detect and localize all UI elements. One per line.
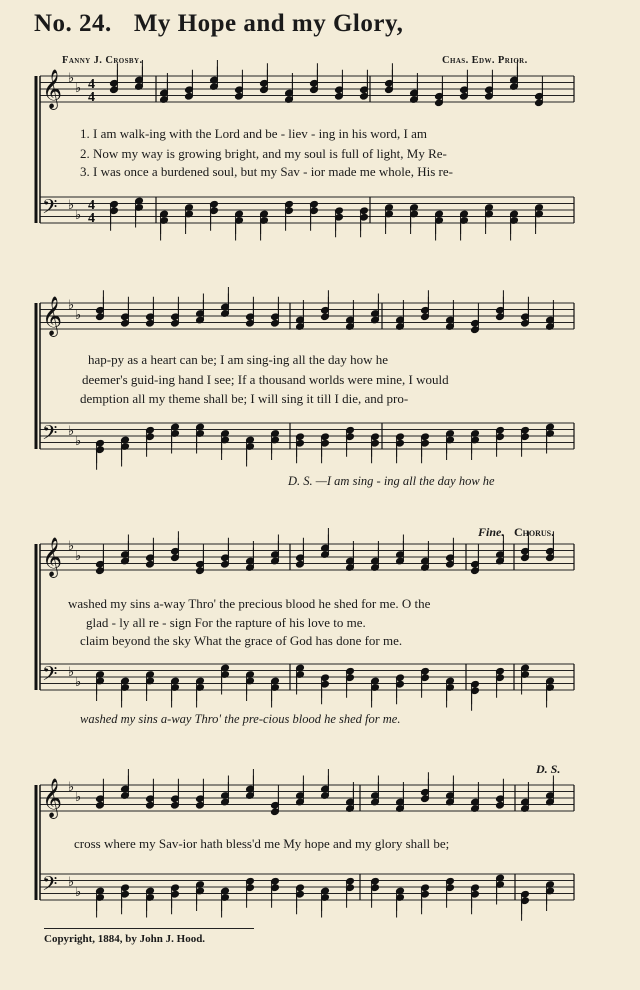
flat-sign: ♭	[75, 434, 82, 449]
treble-clef: 𝄞	[42, 537, 63, 577]
verse-line-2: deemer's guid-ing hand I see; If a thousand worlds were mine, I would	[82, 372, 449, 387]
flat-sign: ♭	[68, 780, 75, 795]
composer-credit: Chas. Edw. Prior.	[442, 55, 528, 66]
flat-sign: ♭	[75, 549, 82, 564]
verse-line-2: glad - ly all re - sign For the rapture of his love to me.	[86, 615, 366, 630]
verse-line-2: 2. Now my way is growing bright, and my soul is full of light, My Re-	[80, 146, 447, 161]
verse-line-1: 1. I am walk-ing with the Lord and be - liev - ing in his word, I am	[80, 126, 427, 141]
copyright-rule	[44, 928, 254, 929]
hymn-number: No. 24.	[34, 10, 112, 37]
treble-clef: 𝄞	[42, 69, 63, 109]
flat-sign: ♭	[68, 198, 75, 213]
bass-clef: 𝄢	[42, 872, 58, 900]
flat-sign: ♭	[68, 71, 75, 86]
verse-line-3: 3. I was once a burdened soul, but my Sav - ior made me whole, His re-	[80, 164, 453, 179]
bass-clef: 𝄢	[42, 195, 58, 223]
flat-sign: ♭	[68, 875, 75, 890]
bass-clef: 𝄢	[42, 421, 58, 449]
flat-sign: ♭	[68, 539, 75, 554]
verse-line-3: claim beyond the sky What the grace of God has done for me.	[80, 633, 403, 648]
flat-sign: ♭	[75, 308, 82, 323]
treble-clef: 𝄞	[42, 296, 63, 336]
flat-sign: ♭	[75, 790, 82, 805]
ds-label: D. S.	[536, 762, 561, 776]
flat-sign: ♭	[68, 424, 75, 439]
flat-sign: ♭	[68, 298, 75, 313]
ds-bass-lyric: D. S. —I am sing - ing all the day how he	[288, 474, 495, 488]
time-signature: 4	[88, 90, 95, 105]
time-signature: 4	[88, 211, 95, 226]
flat-sign: ♭	[75, 885, 82, 900]
time-signature: 4	[88, 198, 95, 213]
lyricist-credit: Fanny J. Crosby.	[62, 55, 143, 66]
chorus-label: Chorus.	[514, 525, 555, 539]
flat-sign: ♭	[75, 675, 82, 690]
flat-sign: ♭	[75, 208, 82, 223]
flat-sign: ♭	[68, 665, 75, 680]
verse-line-1: hap-py as a heart can be; I am sing-ing all the day how he	[88, 352, 388, 367]
verse-line-1: cross where my Sav-ior hath bless'd me My hope and my glory shall be;	[74, 836, 450, 851]
hymn-title: My Hope and my Glory,	[133, 10, 404, 37]
flat-sign: ♭	[75, 81, 82, 96]
treble-clef: 𝄞	[42, 778, 63, 818]
fine-label: Fine.	[478, 525, 505, 539]
chorus-bass-lyric: washed my sins a-way Thro' the pre-cious blood he shed for me.	[80, 712, 401, 726]
copyright-notice: Copyright, 1884, by John J. Hood.	[44, 933, 206, 945]
time-signature: 4	[88, 77, 95, 92]
verse-line-1: washed my sins a-way Thro' the precious blood he shed for me. O the	[68, 596, 431, 611]
verse-line-3: demption all my theme shall be; I will sing it till I die, and pro-	[80, 391, 409, 406]
bass-clef: 𝄢	[42, 662, 58, 690]
